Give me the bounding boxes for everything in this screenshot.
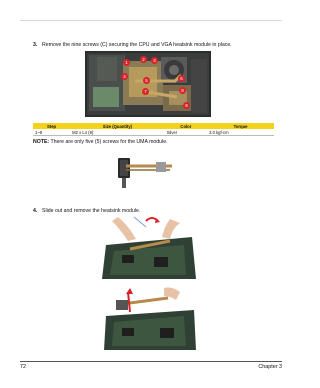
heatsink-slide-illustration-1 [100, 215, 198, 279]
uma-note [33, 139, 168, 145]
table-header-color: Color [165, 123, 207, 129]
note-text: There are only five (5) screws for the UMA module. [49, 139, 168, 145]
note-label: NOTE: [33, 139, 50, 145]
footer-rule [20, 361, 282, 362]
table-header-step: Step [33, 123, 70, 129]
screw-callout: 2 [140, 56, 147, 63]
table-row [33, 129, 274, 136]
step-3-text: Remove the nine screws (C) securing the CPU and VGA heatsink module in place. [42, 42, 232, 48]
heatsink-slide-photo-2 [102, 282, 198, 350]
screw-callout: 9 [183, 102, 190, 109]
heatsink-screws-photo [85, 51, 211, 117]
header-rule [20, 20, 282, 21]
table-cell-torque: 3.0 kgf-cm [207, 129, 274, 136]
screw-callout: 5 [143, 77, 150, 84]
uma-heatsink-illustration [112, 150, 180, 196]
uma-heatsink-photo [112, 150, 180, 196]
screw-callout: 7 [142, 88, 149, 95]
table-cell-size: M2 x L4 (9) [70, 129, 165, 136]
step-4-text: Slide out and remove the heatsink module. [42, 208, 141, 214]
page-number: 72 [20, 364, 26, 370]
step-4-number: 4. [33, 208, 38, 214]
screw-spec-table [33, 123, 274, 136]
step-3-number: 3. [33, 42, 38, 48]
screw-callout: 4 [121, 73, 128, 80]
screw-callout: 6 [178, 75, 185, 82]
heatsink-slide-illustration-2 [102, 282, 198, 350]
chapter-label: Chapter 3 [258, 364, 282, 370]
screw-callout: 3 [151, 57, 158, 64]
table-header-size: Size (Quantity) [70, 123, 165, 129]
heatsink-screws-illustration [85, 51, 211, 117]
screw-callout: 8 [179, 87, 186, 94]
table-cell-step: 1~9 [33, 129, 70, 136]
screw-callout: 1 [123, 59, 130, 66]
table-cell-color: Silver [165, 129, 207, 136]
heatsink-slide-photo-1 [100, 215, 198, 279]
table-header-torque: Torque [207, 123, 274, 129]
